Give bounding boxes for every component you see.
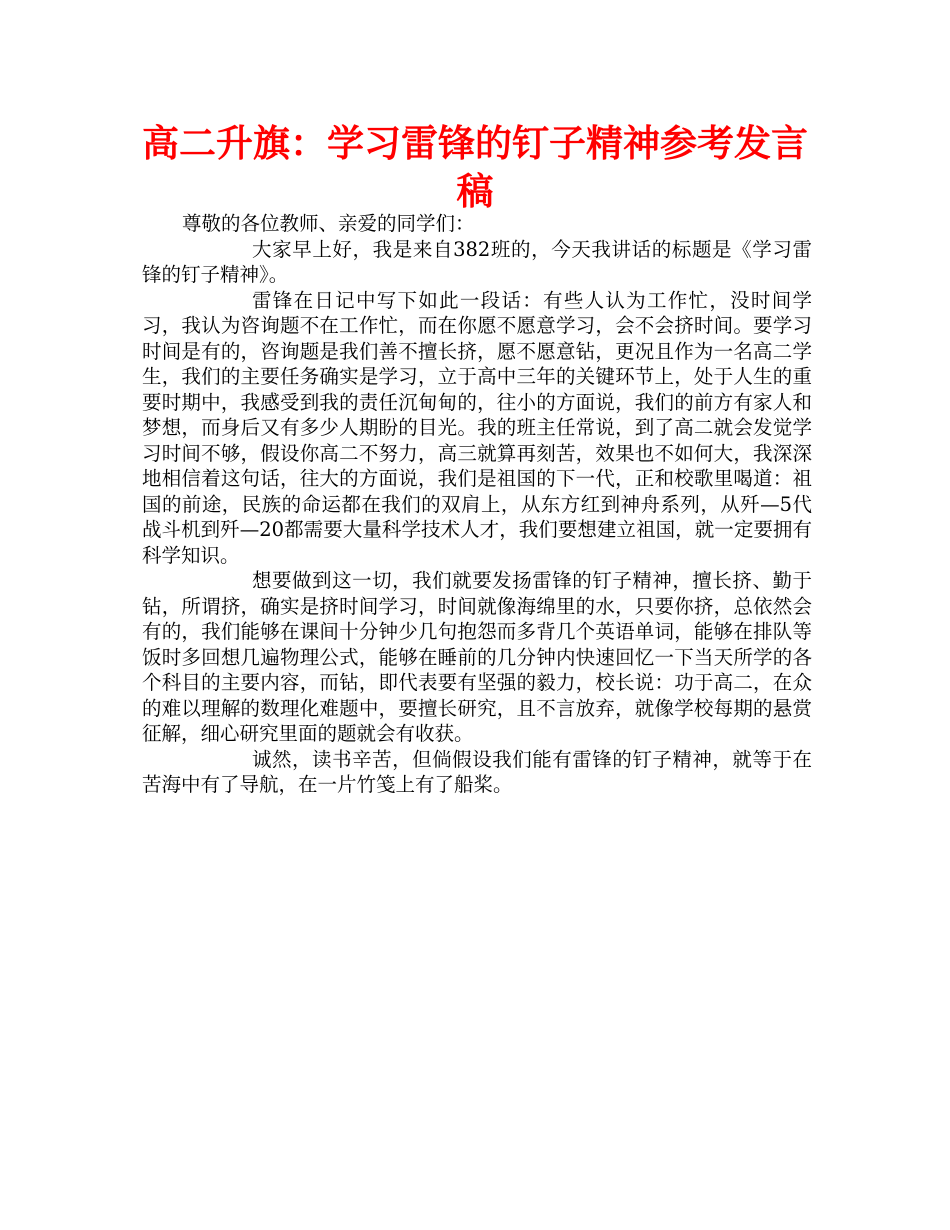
document-title: 高二升旗：学习雷锋的钉子精神参考发言稿	[142, 122, 808, 213]
paragraph-nail-spirit: 想要做到这一切，我们就要发扬雷锋的钉子精神，擅长挤、勤于钻，所谓挤，确实是挤时间学习，时间就像海绵里的水，只要你挤，总依然会有的，我们能够在课间十分钟少几句抱怨而多背几个英语单词，能够在排队等饭时多回想几遍物理公式，能够在睡前的几分钟内快速回忆一下当天所学的各个科目的主要内容，而钻，即代表要有坚强的毅力，校长说：功于高二，在众的难以理解的数理化难题中，要擅长研究，且不言放弃，就像学校每期的悬赏征解，细心研究里面的题就会有收获。	[142, 569, 812, 745]
document-body	[142, 211, 812, 798]
paragraph-intro: 大家早上好，我是来自382班的，今天我讲话的标题是《学习雷锋的钉子精神》。	[142, 237, 812, 286]
salutation: 尊敬的各位教师、亲爱的同学们：	[182, 212, 475, 235]
paragraph-leifeng-diary: 雷锋在日记中写下如此一段话：有些人认为工作忙，没时间学习，我认为咨询题不在工作忙，而在你愿不愿意学习，会不会挤时间。要学习时间是有的，咨询题是我们善不擅长挤，愿不愿意钻，更况且作为一名高二学生，我们的主要任务确实是学习，立于高中三年的关键环节上，处于人生的重要时期中，我感受到我的责任沉甸甸的，往小的方面说，我们的前方有家人和梦想，而身后又有多少人期盼的目光。我的班主任常说，到了高二就会发觉学习时间不够，假设你高二不努力，高三就算再刻苦，效果也不如何大，我深深地相信着这句话，往大的方面说，我们是祖国的下一代，正和校歌里喝道：祖国的前途，民族的命运都在我们的双肩上，从东方红到神舟系列，从歼—5代战斗机到歼—20都需要大量科学技术人才，我们要想建立祖国，就一定要拥有科学知识。	[142, 288, 812, 567]
paragraph-conclusion: 诚然，读书辛苦，但倘假设我们能有雷锋的钉子精神，就等于在苦海中有了导航，在一片竹笺上有了船桨。	[142, 747, 812, 796]
